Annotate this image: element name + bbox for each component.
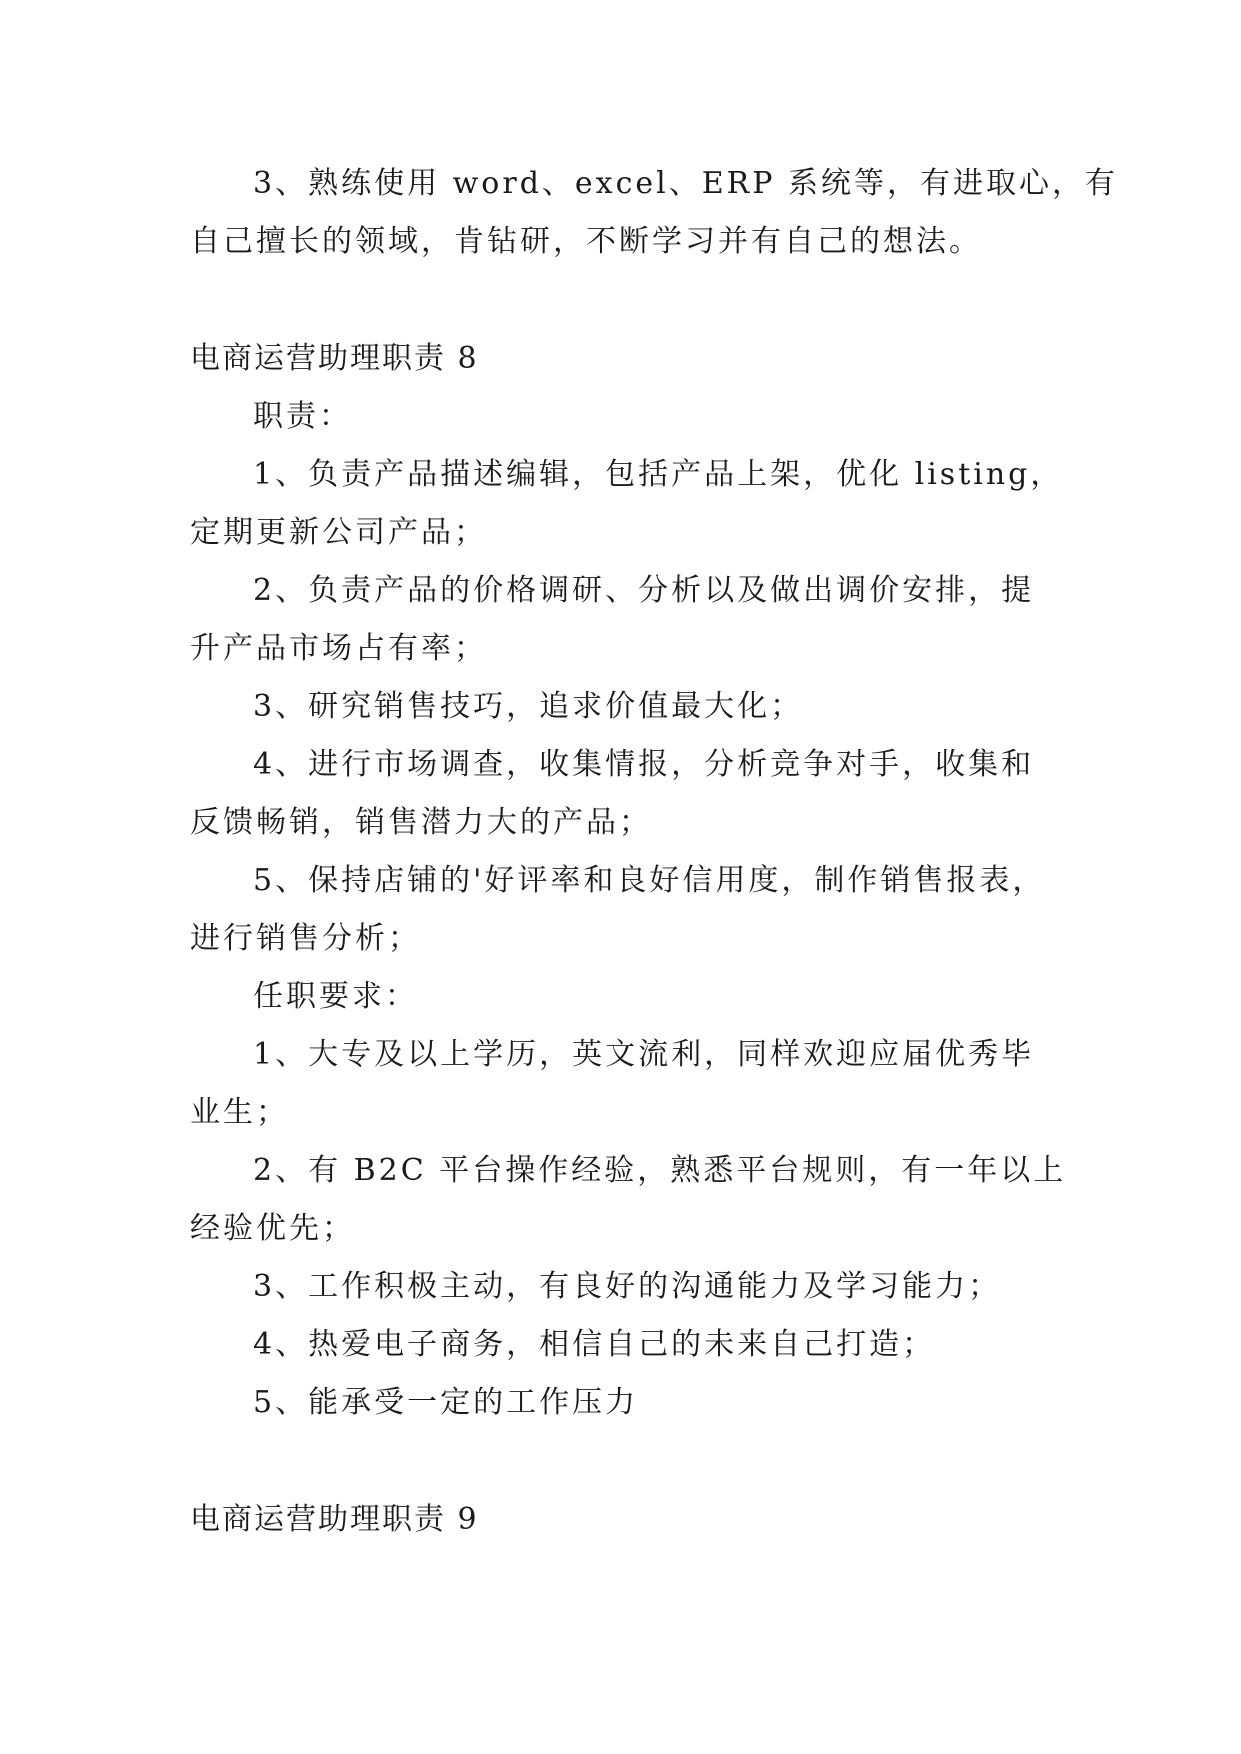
requirement-line: 4、热爱电子商务，相信自己的未来自己打造； [253, 1327, 936, 1362]
duty-line: 5、保持店铺的'好评率和良好信用度，制作销售报表， [253, 863, 1046, 898]
duty-line: 2、负责产品的价格调研、分析以及做出调价安排，提 [253, 573, 1035, 608]
duty-line: 3、研究销售技巧，追求价值最大化； [253, 689, 804, 724]
duty-line: 反馈畅销，销售潜力大的产品； [190, 805, 652, 840]
requirement-line: 3、工作积极主动，有良好的沟通能力及学习能力； [253, 1269, 1002, 1304]
duty-line: 1、负责产品描述编辑，包括产品上架，优化 listing， [253, 457, 1064, 492]
requirement-line: 5、能承受一定的工作压力 [253, 1385, 639, 1420]
section-title: 电商运营助理职责 8 [190, 341, 479, 376]
requirement-line: 3、熟练使用 word、excel、ERP 系统等，有进取心，有 [253, 166, 1118, 201]
section-title: 电商运营助理职责 9 [190, 1502, 479, 1537]
duty-line: 升产品市场占有率； [190, 631, 487, 666]
requirements-label: 任职要求： [253, 979, 418, 1014]
duty-line: 4、进行市场调查，收集情报，分析竞争对手，收集和 [253, 747, 1035, 782]
requirement-line: 业生； [190, 1095, 289, 1130]
duty-line: 定期更新公司产品； [190, 515, 487, 550]
requirement-line: 2、有 B2C 平台操作经验，熟悉平台规则，有一年以上 [253, 1153, 1067, 1188]
requirement-line: 1、大专及以上学历，英文流利，同样欢迎应届优秀毕 [253, 1037, 1035, 1072]
duties-label: 职责： [253, 399, 352, 434]
requirement-line: 经验优先； [190, 1211, 355, 1246]
requirement-line: 自己擅长的领域，肯钻研，不断学习并有自己的想法。 [190, 224, 982, 259]
duty-line: 进行销售分析； [190, 921, 421, 956]
